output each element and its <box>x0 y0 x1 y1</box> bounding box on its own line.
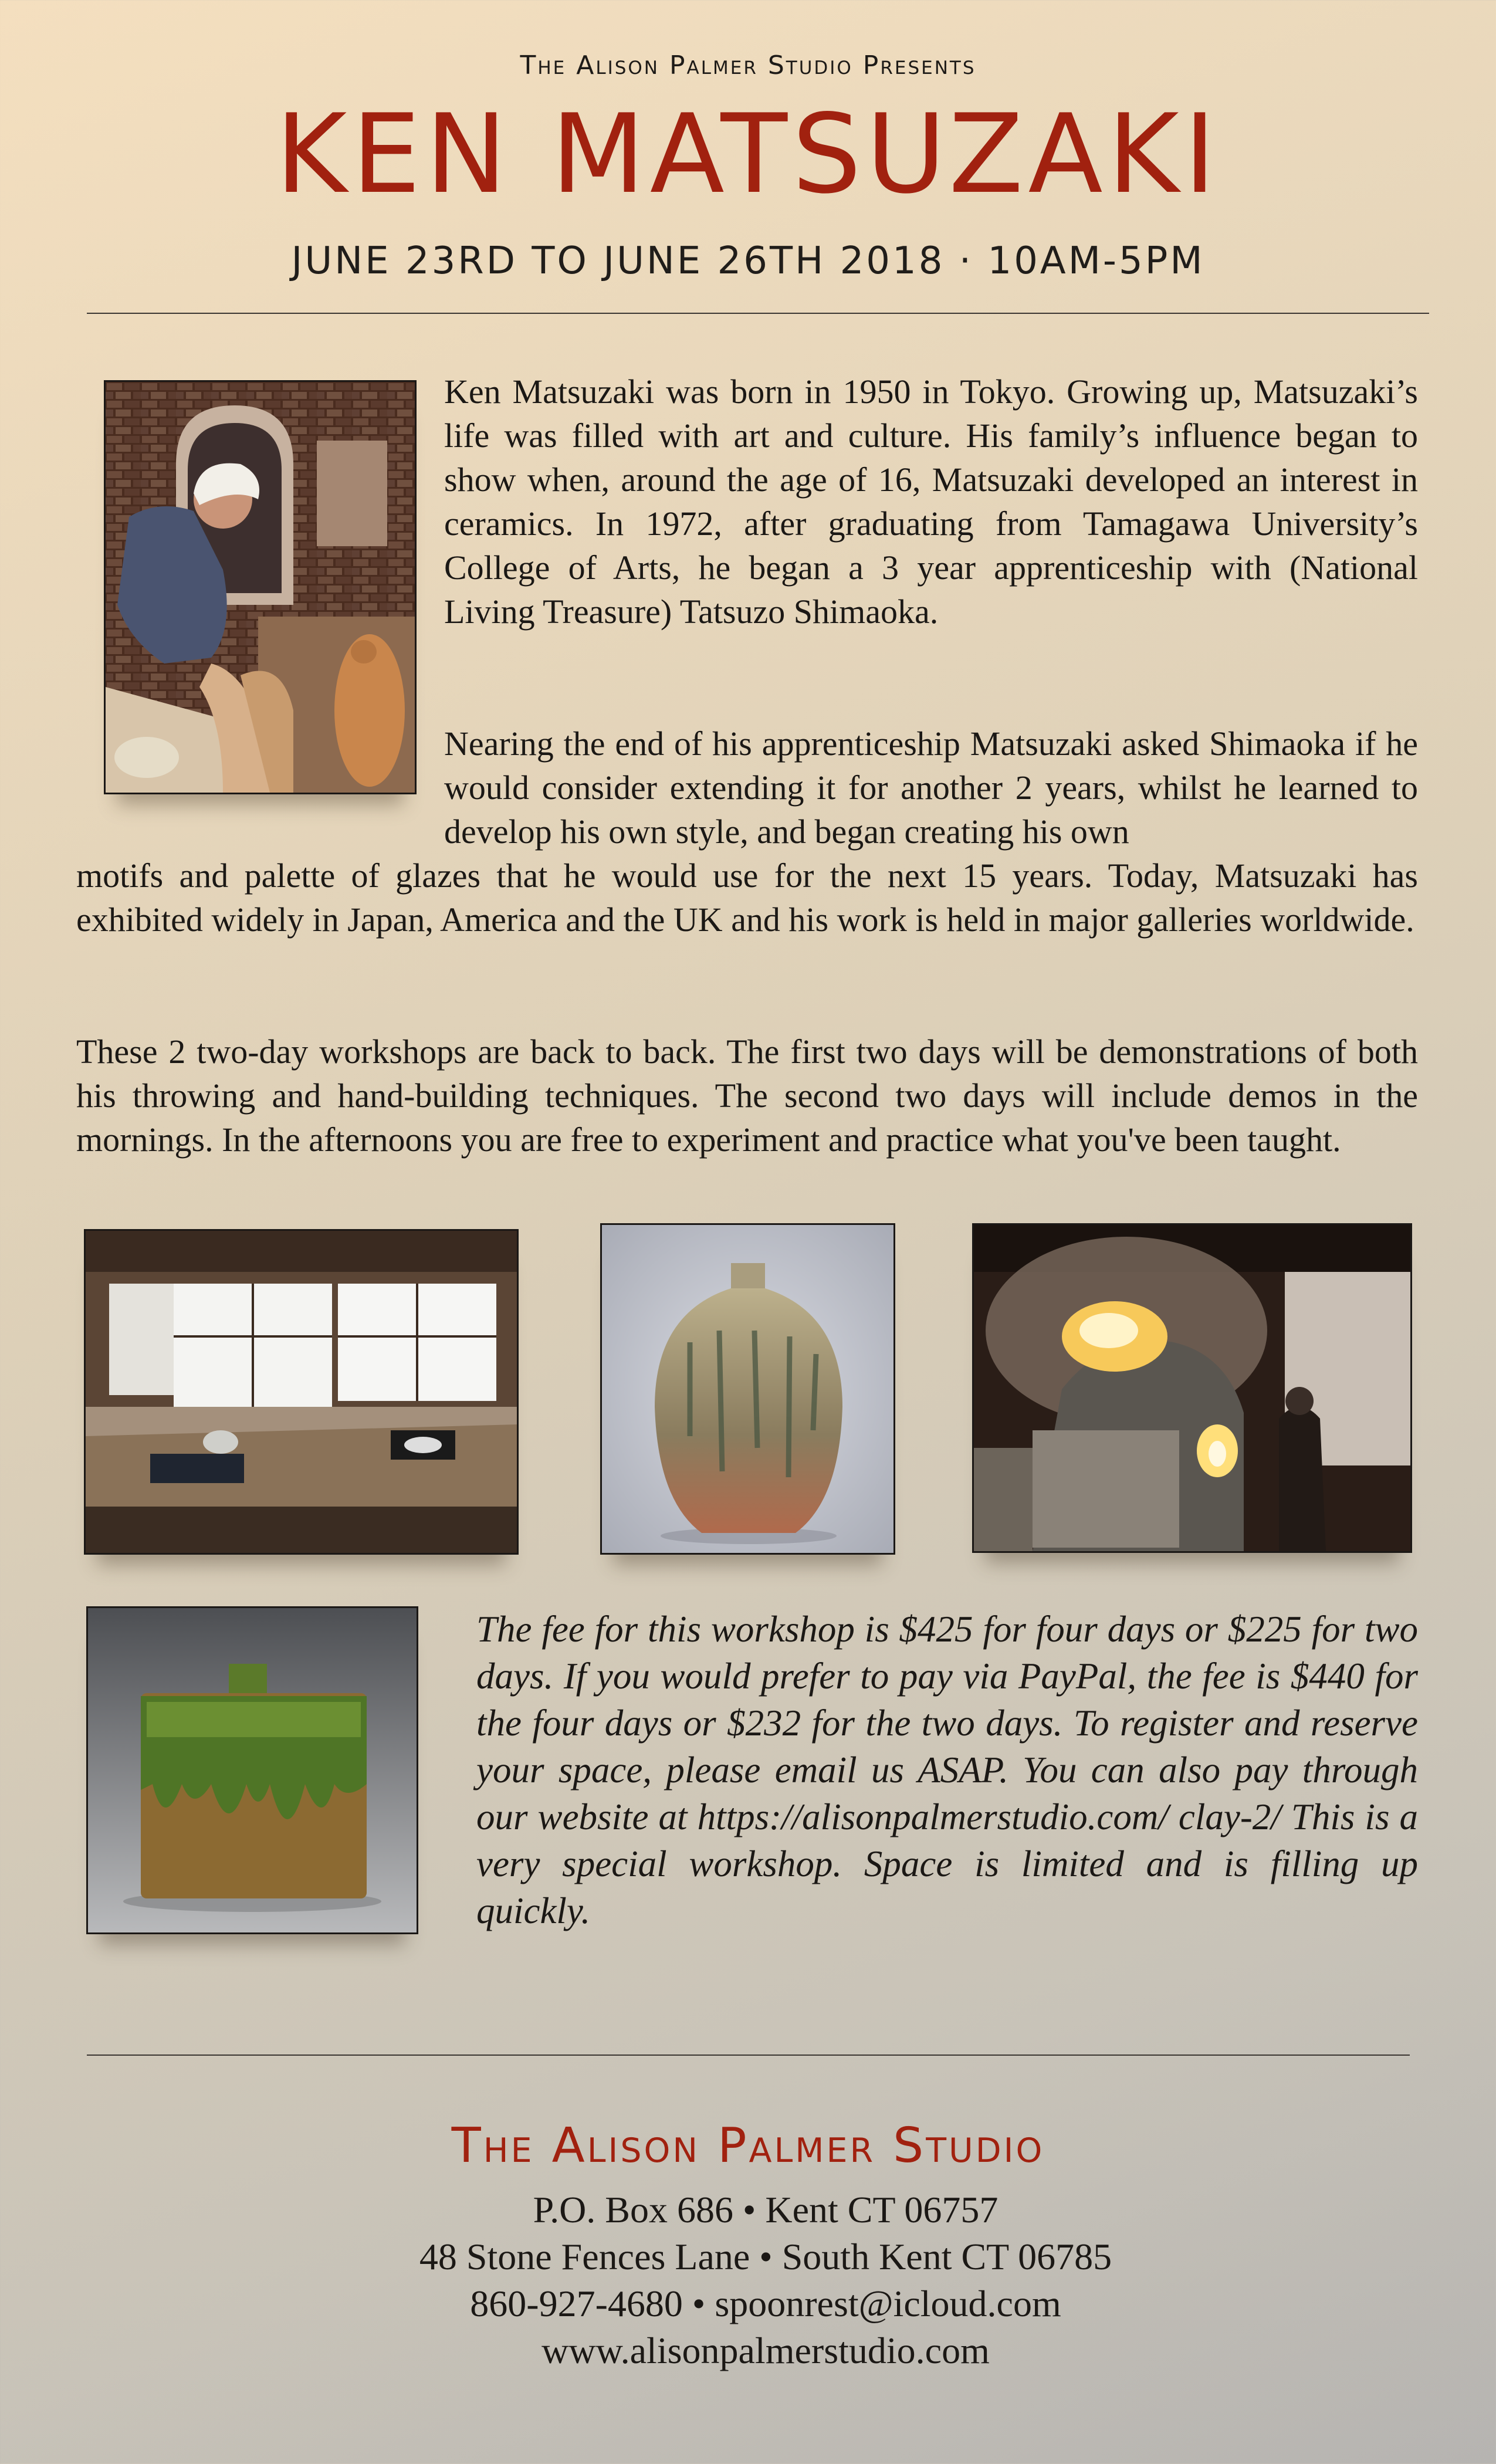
artist-photo <box>104 380 417 794</box>
bio-paragraph-2-wrap: Nearing the end of his apprenticeship Matsuzaki asked Shimaoka if he would consider extending it for another 2 years, whilst he learned to develop his own style, and began creating his own <box>444 725 1418 851</box>
page-title: KEN MATSUZAKI <box>275 90 1221 218</box>
bio-paragraph-2-full: motifs and palette of glazes that he would use for the next 15 years. Today, Matsuzaki has exhibited widely in Japan, America and the UK and his work is held in major galleries worldwide. <box>76 857 1418 939</box>
bio-paragraph-1: Ken Matsuzaki was born in 1950 in Tokyo. Growing up, Matsuzaki’s life was filled with art and culture. His family’s influence began to show when, around the age of 16, Matsuzaki developed an interest in ceramics. In 1972, after graduating from Tamagawa University’s College of Arts, he began a 3 year apprenticeship with (National Living Treasure) Tatsuzo Shimaoka. <box>444 373 1418 631</box>
contact-phone-email[interactable]: 860-927-4680 • spoonrest@icloud.com <box>470 2283 1061 2324</box>
studio-name: The Alison Palmer Studio <box>451 2118 1045 2174</box>
contact-website[interactable]: www.alisonpalmerstudio.com <box>541 2330 990 2371</box>
studio-interior-photo <box>84 1229 519 1555</box>
bio-paragraph-3: These 2 two-day workshops are back to back. The first two days will be demonstrations of both his throwing and hand-building techniques. The second two days will include demos in the mornings. In the afternoons you are free to experiment and practice what you've been taught. <box>76 1033 1418 1159</box>
vase-photo <box>600 1223 895 1555</box>
event-dates: JUNE 23RD TO JUNE 26TH 2018 · 10AM-5PM <box>291 239 1205 283</box>
header-divider <box>87 313 1429 314</box>
presents-line: The Alison Palmer Studio Presents <box>520 50 976 80</box>
footer-divider <box>87 2055 1410 2056</box>
green-vessel-photo <box>86 1606 418 1934</box>
contact-street-address: 48 Stone Fences Lane • South Kent CT 06785 <box>419 2236 1112 2277</box>
contact-po-box: P.O. Box 686 • Kent CT 06757 <box>533 2189 999 2231</box>
workshop-fee-text: The fee for this workshop is $425 for four days or $225 for two days. If you would prefer to pay via PayPal, the fee is $440 for the four days or $232 for the two days. To register and reserve your space, please email us ASAP. You can also pay through our website at https://alisonpalmerstudio.com/ clay-2/ This is a very special workshop. Space is limited and is filling up quickly. <box>476 1609 1418 1931</box>
kiln-firing-photo <box>972 1223 1412 1553</box>
